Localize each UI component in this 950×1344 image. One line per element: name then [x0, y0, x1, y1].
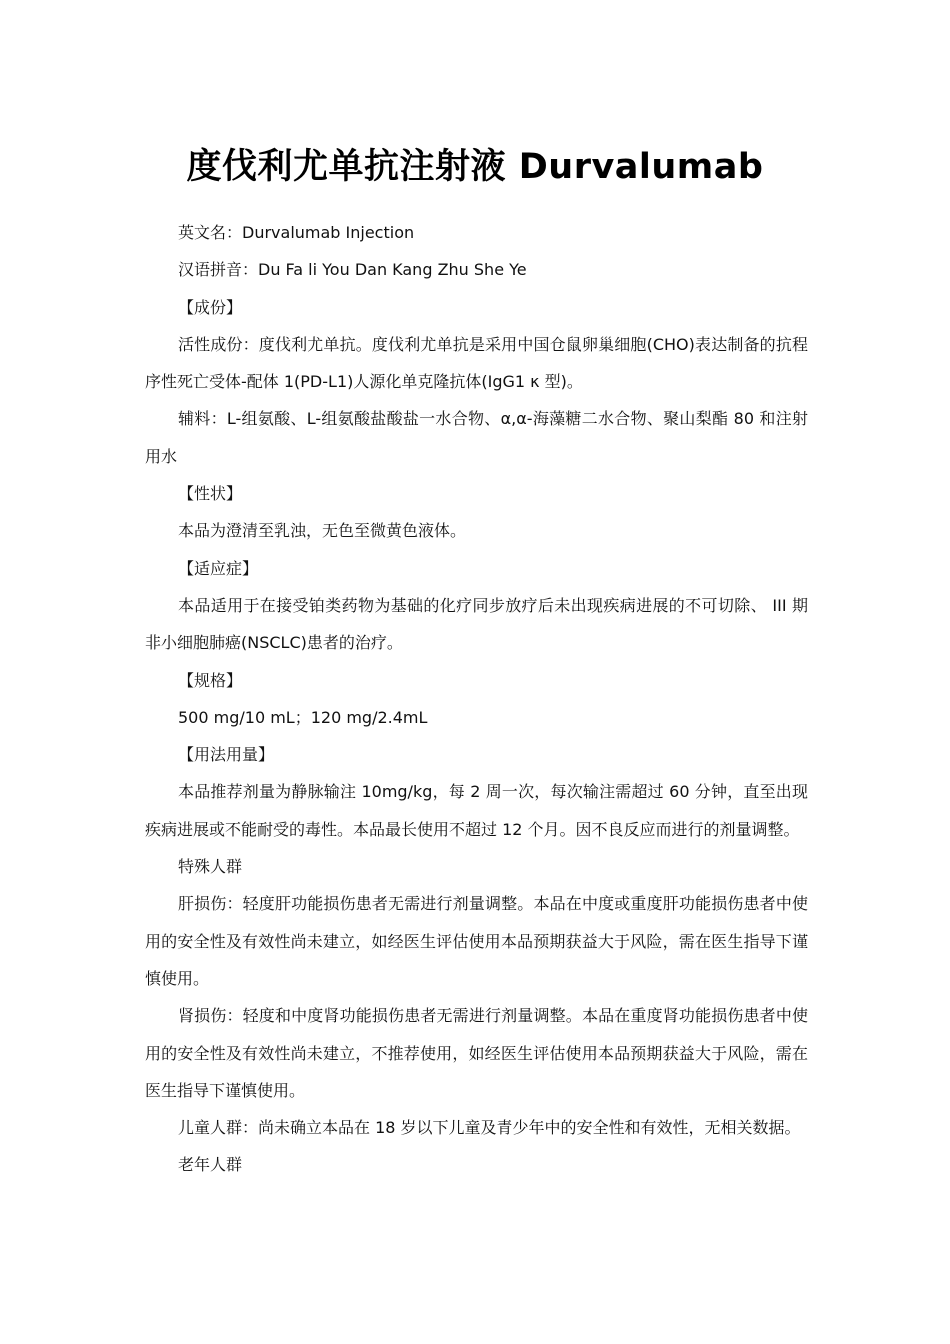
section-heading-dosage: 【用法用量】: [178, 745, 275, 765]
dosage-paragraph: 本品推荐剂量为静脉输注 10mg/kg，每 2 周一次，每次输注需超过 60 分钟，直至出现疾病进展或不能耐受的毒性。本品最长使用不超过 12 个月。因不良反应而进行的剂量调整。: [145, 782, 808, 839]
section-heading-ingredients: 【成份】: [178, 297, 243, 317]
document-title: 度伐利尤单抗注射液 Durvalumab: [186, 147, 764, 188]
hepatic-impairment-paragraph: 肝损伤：轻度肝功能损伤患者无需进行剂量调整。本品在中度或重度肝功能损伤患者中使用的安全性及有效性尚未建立，如经医生评估使用本品预期获益大于风险，需在医生指导下谨慎使用。: [145, 894, 808, 988]
section-heading-appearance: 【性状】: [178, 484, 243, 504]
indications-paragraph: 本品适用于在接受铂类药物为基础的化疗同步放疗后未出现疾病进展的不可切除、 III 期非小细胞肺癌(NSCLC)患者的治疗。: [145, 595, 808, 653]
pediatric-paragraph: 儿童人群：尚未确立本品在 18 岁以下儿童及青少年中的安全性和有效性，无相关数据。: [178, 1118, 801, 1138]
section-heading-specification: 【规格】: [178, 670, 243, 690]
english-name-line: 英文名：Durvalumab Injection: [178, 223, 415, 242]
appearance-paragraph: 本品为澄清至乳浊，无色至微黄色液体。: [178, 521, 467, 541]
special-populations-heading: 特殊人群: [178, 857, 243, 877]
renal-impairment-paragraph: 肾损伤：轻度和中度肾功能损伤患者无需进行剂量调整。本品在重度肾功能损伤患者中使用的安全性及有效性尚未建立，不推荐使用，如经医生评估使用本品预期获益大于风险，需在医生指导下谨慎使用。: [145, 1006, 808, 1100]
pinyin-line: 汉语拼音：Du Fa li You Dan Kang Zhu She Ye: [178, 260, 527, 280]
document-body: [145, 214, 808, 1184]
excipients-paragraph: 辅料：L-组氨酸、L-组氨酸盐酸盐一水合物、α,α-海藻糖二水合物、聚山梨酯 80 和注射用水: [145, 409, 808, 466]
specification-paragraph: 500 mg/10 mL；120 mg/2.4mL: [178, 707, 428, 727]
section-heading-indications: 【适应症】: [178, 558, 259, 578]
elderly-heading: 老年人群: [178, 1155, 243, 1175]
active-ingredient-paragraph: 活性成份：度伐利尤单抗。度伐利尤单抗是采用中国仓鼠卵巢细胞(CHO)表达制备的抗程序性死亡受体-配体 1(PD-L1)人源化单克隆抗体(IgG1 κ 型)。: [145, 334, 808, 392]
